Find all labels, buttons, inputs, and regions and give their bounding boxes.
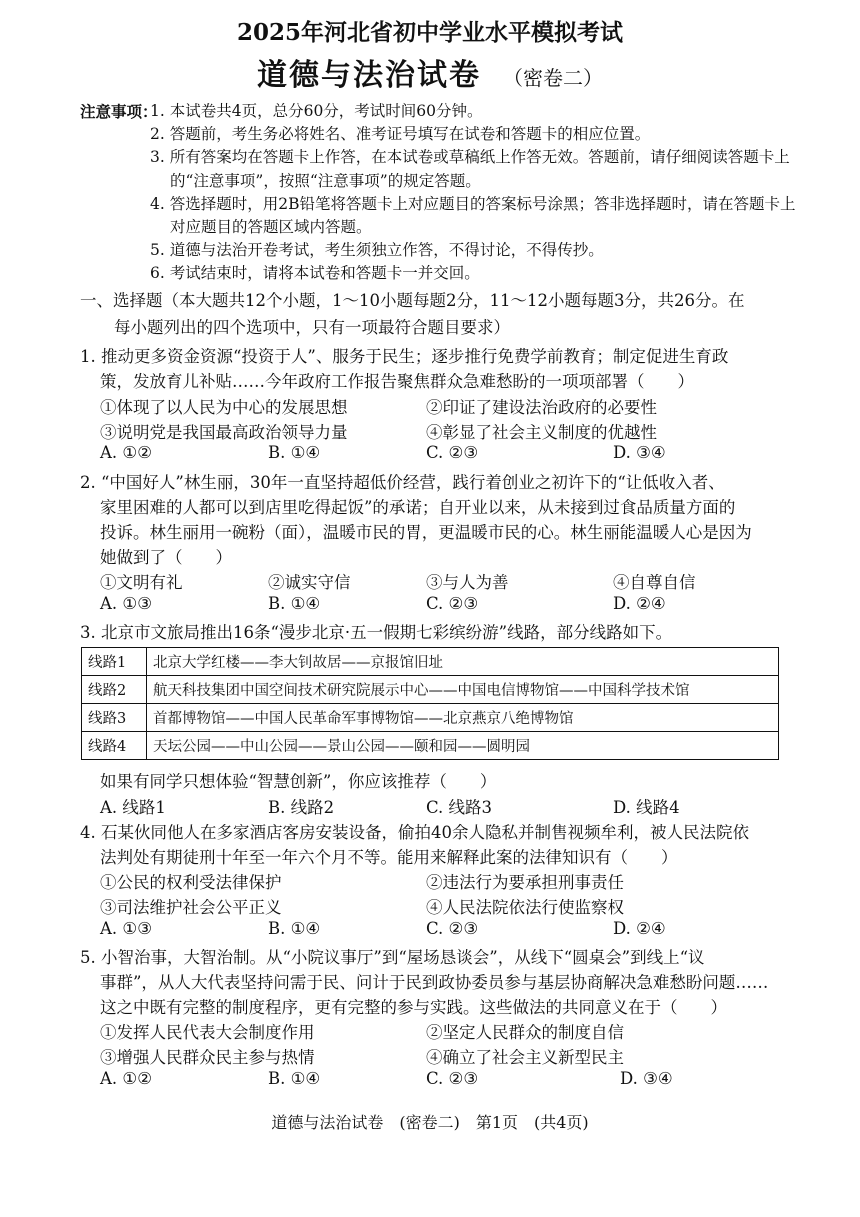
section-heading: 一、选择题（本大题共12个小题，1～10小题每题2分，11～12小题每题3分，共26分。在 bbox=[80, 291, 745, 310]
q2-stem: 投诉。林生丽用一碗粉（面），温暖市民的胃，更温暖市民的心。林生丽能温暖人心是因为 bbox=[100, 523, 752, 542]
notice-item: 3. 所有答案均在答题卡上作答，在本试卷或草稿纸上作答无效。答题前，请仔细阅读答题卡上的“注意事项”，按照“注意事项”的规定答题。 bbox=[150, 148, 790, 190]
route-name: 线路3 bbox=[82, 704, 147, 732]
q3-stem: 3. 北京市文旅局推出16条“漫步北京·五一假期七彩缤纷游”线路，部分线路如下。 bbox=[80, 623, 673, 642]
notice-block bbox=[80, 100, 800, 286]
q3-choice-c[interactable]: C. 线路3 bbox=[426, 798, 493, 817]
q1-choice-a[interactable]: A. ①② bbox=[100, 443, 152, 462]
q3-choice-b[interactable]: B. 线路2 bbox=[268, 798, 335, 817]
q4-statement-3: ③司法维护社会公平正义 bbox=[100, 898, 282, 917]
section-heading-cont: 每小题列出的四个选项中，只有一项最符合题目要求） bbox=[114, 318, 510, 337]
notice-item: 6. 考试结束时，请将本试卷和答题卡一并交回。 bbox=[150, 264, 480, 283]
q2-stem: 家里困难的人都可以到店里吃得起饭”的承诺；自开业以来，从未接到过食品质量方面的 bbox=[100, 498, 736, 517]
notice-item: 5. 道德与法治开卷考试，考生须独立作答，不得讨论，不得传抄。 bbox=[150, 241, 604, 260]
q3-choice-a[interactable]: A. 线路1 bbox=[100, 798, 166, 817]
q1-choice-c[interactable]: C. ②③ bbox=[426, 443, 479, 462]
q1-statement-3: ③说明党是我国最高政治领导力量 bbox=[100, 423, 348, 442]
q5-statement-2: ②坚定人民群众的制度自信 bbox=[426, 1023, 624, 1042]
q2-statement-4: ④自尊自信 bbox=[613, 573, 696, 592]
table-row bbox=[82, 732, 779, 760]
q1-stem: 1. 推动更多资金资源“投资于人”、服务于民生；逐步推行免费学前教育；制定促进生育政 bbox=[80, 347, 729, 366]
q1-statement-2: ②印证了建设法治政府的必要性 bbox=[426, 398, 657, 417]
table-row bbox=[82, 648, 779, 676]
q4-choice-d[interactable]: D. ②④ bbox=[613, 919, 666, 938]
subject-title bbox=[0, 50, 860, 94]
q3-stem: 如果有同学只想体验“智慧创新”，你应该推荐（ ） bbox=[100, 772, 497, 791]
page-footer: 道德与法治试卷 (密卷二) 第1页 (共4页) bbox=[271, 1113, 589, 1132]
q4-statement-4: ④人民法院依法行使监察权 bbox=[426, 898, 624, 917]
route-path: 首都博物馆——中国人民革命军事博物馆——北京燕京八绝博物馆 bbox=[147, 704, 779, 732]
q2-choice-c[interactable]: C. ②③ bbox=[426, 594, 479, 613]
routes-table bbox=[81, 647, 779, 760]
route-path: 航天科技集团中国空间技术研究院展示中心——中国电信博物馆——中国科学技术馆 bbox=[147, 676, 779, 704]
q4-stem: 法判处有期徒刑十年至一年六个月不等。能用来解释此案的法律知识有（ ） bbox=[100, 848, 678, 867]
q5-stem: 事群”，从人大代表坚持问需于民、问计于民到政协委员参与基层协商解决急难愁盼问题…… bbox=[100, 973, 769, 992]
q4-choice-c[interactable]: C. ②③ bbox=[426, 919, 479, 938]
q1-statement-4: ④彰显了社会主义制度的优越性 bbox=[426, 423, 657, 442]
q5-stem: 5. 小智治事，大智治制。从“小院议事厅”到“屋场恳谈会”，从线下“圆桌会”到线上“议 bbox=[80, 948, 705, 967]
q2-choice-b[interactable]: B. ①④ bbox=[268, 594, 321, 613]
q5-choice-c[interactable]: C. ②③ bbox=[426, 1069, 479, 1088]
exam-title: 2025年河北省初中学业水平模拟考试 bbox=[236, 19, 623, 46]
q4-choice-b[interactable]: B. ①④ bbox=[268, 919, 321, 938]
q3-choice-d[interactable]: D. 线路4 bbox=[613, 798, 680, 817]
q2-statement-3: ③与人为善 bbox=[426, 573, 509, 592]
table-row bbox=[82, 676, 779, 704]
notice-item: 1. 本试卷共4页，总分60分，考试时间60分钟。 bbox=[150, 102, 483, 120]
q4-stem: 4. 石某伙同他人在多家酒店客房安装设备，偷拍40余人隐私并制售视频牟利，被人民法院依 bbox=[80, 823, 749, 842]
q5-statement-4: ④确立了社会主义新型民主 bbox=[426, 1048, 624, 1067]
q2-choice-a[interactable]: A. ①③ bbox=[100, 594, 152, 613]
route-path: 北京大学红楼——李大钊故居——京报馆旧址 bbox=[147, 648, 779, 676]
q4-choice-a[interactable]: A. ①③ bbox=[100, 919, 152, 938]
q2-stem: 2. “中国好人”林生丽，30年一直坚持超低价经营，践行着创业之初许下的“让低收入者、 bbox=[80, 473, 725, 492]
route-name: 线路1 bbox=[82, 648, 147, 676]
q4-statement-1: ①公民的权利受法律保护 bbox=[100, 873, 282, 892]
q5-statement-1: ①发挥人民代表大会制度作用 bbox=[100, 1023, 315, 1042]
paper-variant: （密卷二） bbox=[503, 66, 603, 90]
route-path: 天坛公园——中山公园——景山公园——颐和园——圆明园 bbox=[147, 732, 779, 760]
q5-choice-a[interactable]: A. ①② bbox=[100, 1069, 152, 1088]
q4-statement-2: ②违法行为要承担刑事责任 bbox=[426, 873, 624, 892]
q2-statement-1: ①文明有礼 bbox=[100, 573, 183, 592]
q1-choice-d[interactable]: D. ③④ bbox=[613, 443, 666, 462]
q5-choice-d[interactable]: D. ③④ bbox=[620, 1069, 673, 1088]
q2-stem: 她做到了（ ） bbox=[100, 548, 232, 567]
q2-statement-2: ②诚实守信 bbox=[268, 573, 351, 592]
q1-statement-1: ①体现了以人民为中心的发展思想 bbox=[100, 398, 348, 417]
subject-name: 道德与法治试卷 bbox=[257, 58, 481, 93]
q2-choice-d[interactable]: D. ②④ bbox=[613, 594, 666, 613]
notice-item: 2. 答题前，考生务必将姓名、准考证号填写在试卷和答题卡的相应位置。 bbox=[150, 125, 651, 144]
q1-choice-b[interactable]: B. ①④ bbox=[268, 443, 321, 462]
route-name: 线路2 bbox=[82, 676, 147, 704]
q5-statement-3: ③增强人民群众民主参与热情 bbox=[100, 1048, 315, 1067]
table-row bbox=[82, 704, 779, 732]
q5-choice-b[interactable]: B. ①④ bbox=[268, 1069, 321, 1088]
q5-stem: 这之中既有完整的制度程序，更有完整的参与实践。这些做法的共同意义在于（ ） bbox=[100, 998, 727, 1017]
notice-item: 4. 答选择题时，用2B铅笔将答题卡上对应题目的答案标号涂黑；答非选择题时，请在答题卡上对应题目的答题区域内答题。 bbox=[150, 194, 796, 237]
notice-label: 注意事项： bbox=[80, 102, 158, 121]
q1-stem: 策，发放育儿补贴……今年政府工作报告聚焦群众急难愁盼的一项项部署（ ） bbox=[100, 372, 694, 391]
route-name: 线路4 bbox=[82, 732, 147, 760]
